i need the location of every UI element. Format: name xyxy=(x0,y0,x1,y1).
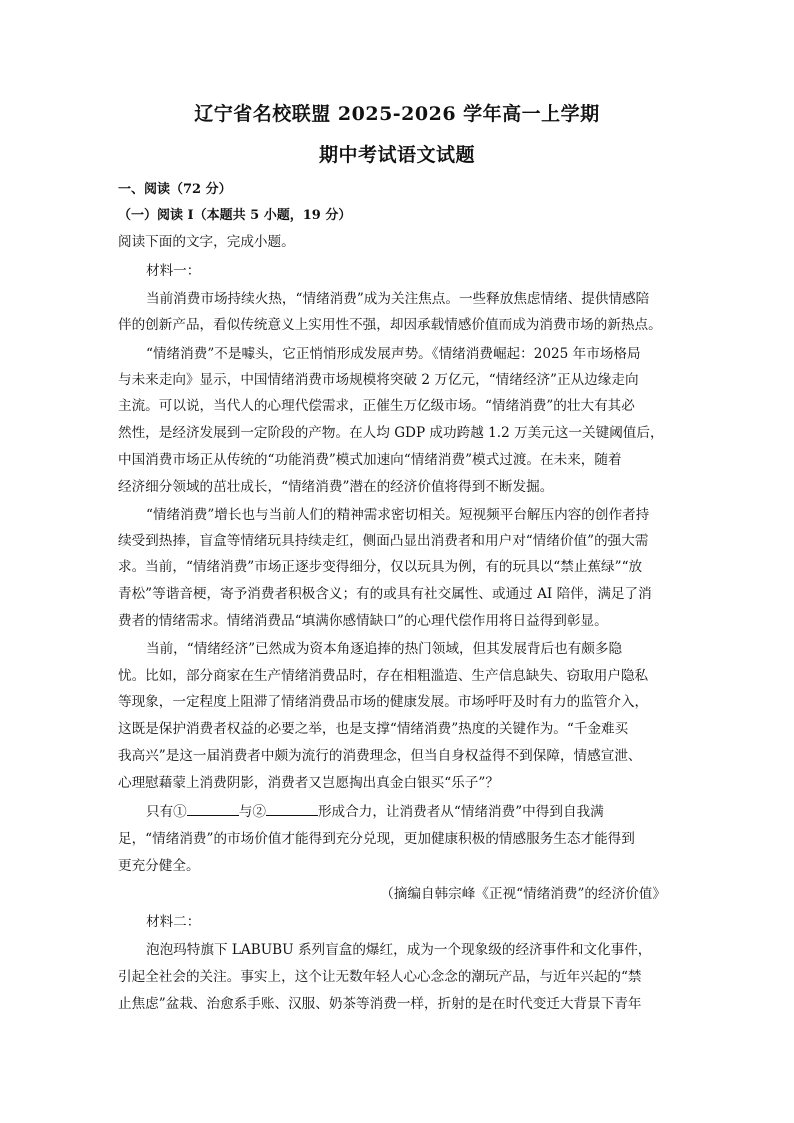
paragraph-line: 费者的情绪需求。情绪消费品“填满你感情缺口”的心理代偿作用将日益得到彰显。 xyxy=(118,613,608,629)
fill-blank-sentence xyxy=(146,803,678,821)
paragraph-line: 更充分健全。 xyxy=(118,858,200,874)
answer-blank-1[interactable] xyxy=(187,803,239,816)
instruction-text: 阅读下面的文字，完成小题。 xyxy=(118,234,295,250)
paragraph-line: 心理慰藉蒙上消费阴影，消费者又岂愿掏出真金白银买“乐子”？ xyxy=(118,775,499,791)
paragraph-line: 中国消费市场正从传统的“功能消费”模式加速向“情绪消费”模式过渡。在未来，随着 xyxy=(118,452,622,468)
paragraph-line: 续受到热捧，盲盒等情绪玩具持续走红，侧面凸显出消费者和用户对“情绪价值”的强大需 xyxy=(118,533,649,549)
paragraph-line: “情绪消费”不是噱头，它正悄悄形成发展声势。《情绪消费崛起：2025 年市场格局 xyxy=(146,346,641,362)
paragraph-line: 与未来走向》显示，中国情绪消费市场规模将突破 2 万亿元，“情绪经济”正从边缘走向 xyxy=(118,372,639,388)
paragraph-line: 足，“情绪消费”的市场价值才能得到充分兑现，更加健康积极的情感服务生态才能得到 xyxy=(118,831,635,847)
source-citation: （摘编自韩宗峰《正视“情绪消费”的经济价值》 xyxy=(380,886,666,902)
paragraph-line: 然性，是经济发展到一定阶段的产物。在人均 GDP 成功跨越 1.2 万美元这一关键阈值后， xyxy=(118,425,664,441)
blank-sentence-part-2: 与② xyxy=(238,804,266,820)
blank-sentence-part-3: 形成合力，让消费者从“情绪消费”中得到自我满 xyxy=(317,804,604,820)
answer-blank-2[interactable] xyxy=(266,803,318,816)
section-heading: 一、阅读（72 分） xyxy=(118,182,232,197)
paragraph-line: 当前消费市场持续火热，“情绪消费”成为关注焦点。一些释放焦虑情绪、提供情感陪 xyxy=(146,291,650,307)
exam-title-line-2: 期中考试语文试题 xyxy=(318,144,475,166)
paragraph-line: 泡泡玛特旗下 LABUBU 系列盲盒的爆红，成为一个现象级的经济事件和文化事件， xyxy=(146,942,652,958)
paragraph-line: “情绪消费”增长也与当前人们的精神需求密切相关。短视频平台解压内容的创作者持 xyxy=(146,507,650,523)
paragraph-line: 青松”等谐音梗，寄予消费者积极含义；有的或具有社交属性、或通过 AI 陪伴，满足了消 xyxy=(118,586,652,602)
paragraph-line: 当前，“情绪经济”已然成为资本角逐追捧的热门领域，但其发展背后也有颇多隐 xyxy=(146,641,623,657)
exam-title-line-1: 辽宁省名校联盟 2025-2026 学年高一上学期 xyxy=(194,103,600,125)
paragraph-line: 主流。可以说，当代人的心理代偿需求，正催生万亿级市场。“情绪消费”的壮大有其必 xyxy=(118,398,635,414)
paragraph-line: 忧。比如，部分商家在生产情绪消费品时，存在相粗滥造、生产信息缺失、窃取用户隐私 xyxy=(118,668,649,684)
paragraph-line: 伴的创新产品，看似传统意义上实用性不强，却因承载情感价值而成为消费市场的新热点。 xyxy=(118,317,662,333)
paragraph-line: 我高兴”是这一届消费者中颇为流行的消费理念，但当自身权益得不到保障，情感宣泄、 xyxy=(118,748,642,764)
paragraph-line: 等现象，一定程度上阻滞了情绪消费品市场的健康发展。市场呼吁及时有力的监管介入， xyxy=(118,694,649,710)
material-2-label: 材料二： xyxy=(146,914,201,930)
paragraph-line: 这既是保护消费者权益的必要之举，也是支撑“情绪消费”热度的关键作为。“千金难买 xyxy=(118,721,629,737)
material-1-label: 材料一： xyxy=(146,263,201,279)
blank-sentence-part-1: 只有① xyxy=(146,804,187,820)
sub-section-heading: （一）阅读 I（本题共 5 小题，19 分） xyxy=(118,208,352,223)
paragraph-line: 求。当前，“情绪消费”市场正逐步变得细分，仅以玩具为例，有的玩具以“禁止蕉绿”“放 xyxy=(118,559,643,575)
paragraph-line: 引起全社会的关注。事实上，这个让无数年轻人心心念念的潮玩产品，与近年兴起的“禁 xyxy=(118,969,642,985)
paragraph-line: 止焦虑”盆栽、治愈系手账、汉服、奶茶等消费一样，折射的是在时代变迁大背景下青年 xyxy=(118,996,642,1012)
paragraph-line: 经济细分领域的茁壮成长，“情绪消费”潜在的经济价值将得到不断发掘。 xyxy=(118,479,554,495)
